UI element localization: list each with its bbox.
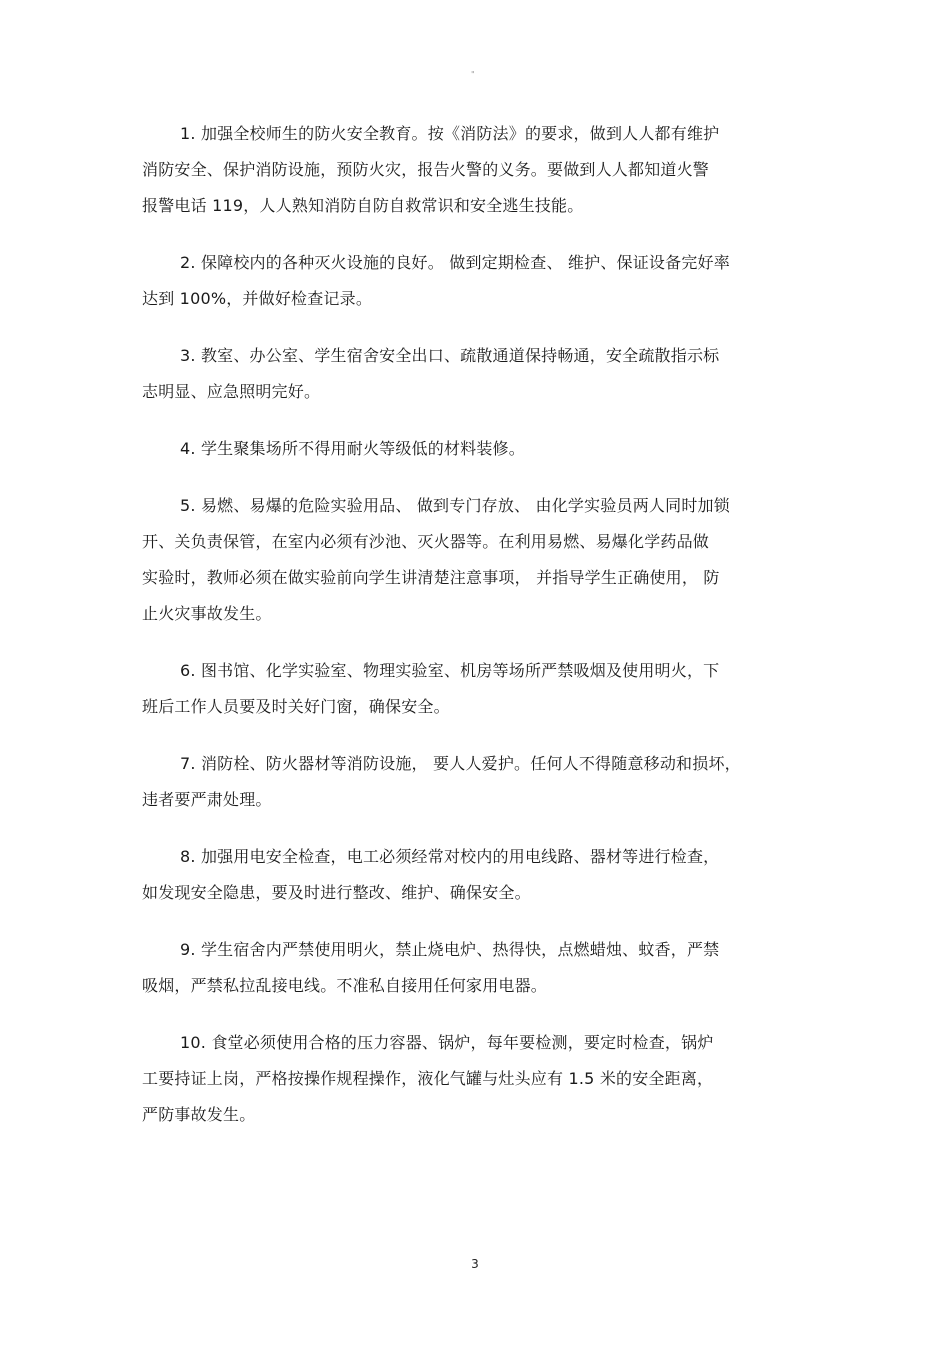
paragraph-line: 8. 加强用电安全检查，电工必须经常对校内的用电线路、器材等进行检查， [180,847,720,866]
paragraph-line: 2. 保障校内的各种灭火设施的良好。 做到定期检查、 维护、保证设备完好率 [180,253,730,272]
rule-item-6 [142,653,812,725]
paragraph-line: 1. 加强全校师生的防火安全教育。按《消防法》的要求，做到人人都有维护 [180,124,720,143]
paragraph-line: 违者要严肃处理。 [142,790,272,809]
page-number: 3 [471,1257,479,1271]
rule-item-1 [142,116,812,224]
paragraph-line: 开、关负责保管，在室内必须有沙池、灭火器等。在利用易燃、易爆化学药品做 [142,532,710,551]
document-body [142,116,812,1154]
paragraph-line: 7. 消防栓、防火器材等消防设施， 要人人爱护。任何人不得随意移动和损坏， [180,754,741,773]
paragraph-line: 志明显、应急照明完好。 [142,382,321,401]
rule-item-9 [142,932,812,1004]
paragraph-line: 5. 易燃、易爆的危险实验用品、 做到专门存放、 由化学实验员两人同时加锁 [180,496,730,515]
paragraph-line: 严防事故发生。 [142,1105,256,1124]
paragraph-line: 班后工作人员要及时关好门窗，确保安全。 [142,697,450,716]
rule-item-2 [142,245,812,317]
paragraph-line: 4. 学生聚集场所不得用耐火等级低的材料装修。 [180,439,525,458]
paragraph-line: 消防安全、保护消防设施，预防火灾，报告火警的义务。要做到人人都知道火警 [142,160,710,179]
paragraph-line: 如发现安全隐患，要及时进行整改、维护、确保安全。 [142,883,531,902]
paragraph-line: 10. 食堂必须使用合格的压力容器、锅炉，每年要检测，要定时检查，锅炉 [180,1033,714,1052]
paragraph-line: 工要持证上岗，严格按操作规程操作，液化气罐与灶头应有 1.5 米的安全距离， [142,1069,714,1088]
rule-item-8 [142,839,812,911]
rule-item-10 [142,1025,812,1133]
paragraph-line: 9. 学生宿舍内严禁使用明火，禁止烧电炉、热得快，点燃蜡烛、蚊香，严禁 [180,940,720,959]
rule-item-5 [142,488,812,632]
header-mark: " [471,70,475,79]
rule-item-3 [142,338,812,410]
paragraph-line: 吸烟，严禁私拉乱接电线。不准私自接用任何家用电器。 [142,976,548,995]
paragraph-line: 3. 教室、办公室、学生宿舍安全出口、疏散通道保持畅通，安全疏散指示标 [180,346,720,365]
paragraph-line: 6. 图书馆、化学实验室、物理实验室、机房等场所严禁吸烟及使用明火，下 [180,661,720,680]
rule-item-7 [142,746,812,818]
paragraph-line: 达到 100%，并做好检查记录。 [142,289,373,308]
paragraph-line: 实验时，教师必须在做实验前向学生讲清楚注意事项， 并指导学生正确使用， 防 [142,568,720,587]
paragraph-line: 止火灾事故发生。 [142,604,272,623]
rule-item-4 [142,431,812,467]
paragraph-line: 报警电话 119，人人熟知消防自防自救常识和安全逃生技能。 [142,196,584,215]
